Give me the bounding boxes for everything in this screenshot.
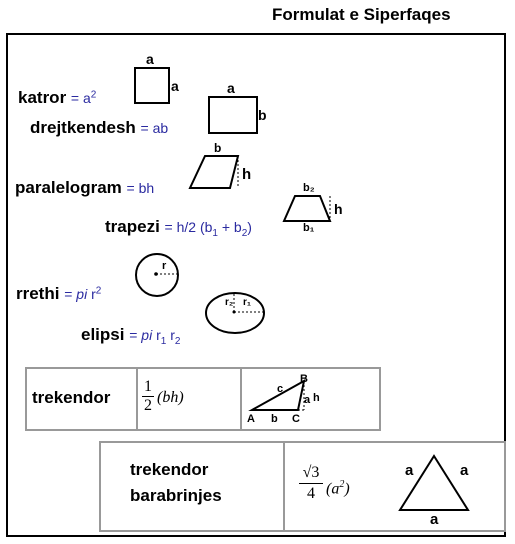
katror-row: [18, 88, 96, 108]
parallelogram-height: h: [242, 166, 252, 183]
circle-shape: [133, 252, 183, 300]
rectangle-side-top: a: [227, 80, 235, 96]
trapezi-row: [105, 217, 252, 239]
triangle-shape: [244, 372, 324, 428]
parallelogram-side-top: b: [214, 141, 222, 155]
fraction-denominator: 2: [144, 397, 152, 414]
page-title: Formulat e Siperfaqes: [272, 5, 451, 24]
trapezoid-top-base: b₂: [303, 182, 315, 194]
equilateral-numerator: √3: [299, 463, 323, 484]
equilateral-label-line2: barabrinjes: [130, 486, 222, 505]
rrethi-label: rrethi: [16, 284, 60, 303]
trapezoid-shape: [280, 190, 340, 225]
trapezi-formula: = h/2 $(b_1 + b_2)$: [164, 219, 252, 239]
paralelogram-formula: = bh: [126, 180, 155, 196]
triangle-vertex-c: C: [292, 413, 300, 425]
paralelogram-label: paralelogram: [15, 178, 122, 197]
triangle-side-b: b: [271, 413, 278, 425]
equilateral-label-line1: trekendor: [130, 460, 209, 479]
elipsi-label: elipsi: [81, 325, 125, 344]
triangle-fraction: [142, 378, 154, 415]
drejtkendesh-label: drejtkendesh: [30, 118, 136, 137]
drejtkendesh-formula: = ab: [140, 120, 169, 136]
elipsi-formula: = pi $r_1$ $r_2$: [129, 327, 181, 347]
ellipse-label-r1: r₁: [243, 297, 252, 308]
triangle-vertex-a: A: [247, 413, 255, 425]
square-side-top: a: [146, 51, 154, 67]
triangle-height: h: [313, 392, 320, 404]
parallelogram-shape: [186, 150, 246, 195]
rectangle-side-right: b: [258, 107, 267, 123]
trekendor-label: trekendor: [32, 388, 111, 407]
equilateral-expression: $(a^2)$: [326, 479, 350, 498]
triangle-expression: (bh): [157, 389, 184, 406]
equilateral-side-left: a: [405, 462, 414, 479]
equilateral-side-bottom: a: [430, 511, 439, 528]
triangle-side-c: c: [277, 383, 284, 395]
trapezi-label: trapezi: [105, 217, 160, 236]
circle-radius-label: r: [162, 260, 167, 272]
equilateral-side-right: a: [460, 462, 469, 479]
square-side-right: a: [171, 78, 179, 94]
katror-label: katror: [18, 88, 67, 107]
katror-formula: = $a^2$: [70, 89, 97, 106]
triangle-vertex-b: B: [300, 373, 308, 385]
rectangle-shape: [208, 96, 258, 134]
ellipse-shape: [203, 290, 269, 338]
rrethi-row: [16, 284, 101, 304]
ellipse-label-r2: r₂: [225, 297, 234, 308]
square-shape: [134, 67, 170, 104]
elipsi-row: [81, 325, 180, 347]
equilateral-denominator: 4: [307, 485, 315, 502]
equilateral-fraction: [299, 463, 323, 504]
trapezoid-height: h: [334, 201, 343, 217]
fraction-numerator: 1: [144, 378, 152, 395]
paralelogram-row: [15, 178, 154, 198]
rrethi-formula: = pi $r^2$: [64, 285, 102, 302]
drejtkendesh-row: [30, 118, 168, 138]
triangle-side-a: a: [304, 394, 311, 406]
trapezoid-bottom-base: b₁: [303, 222, 315, 234]
